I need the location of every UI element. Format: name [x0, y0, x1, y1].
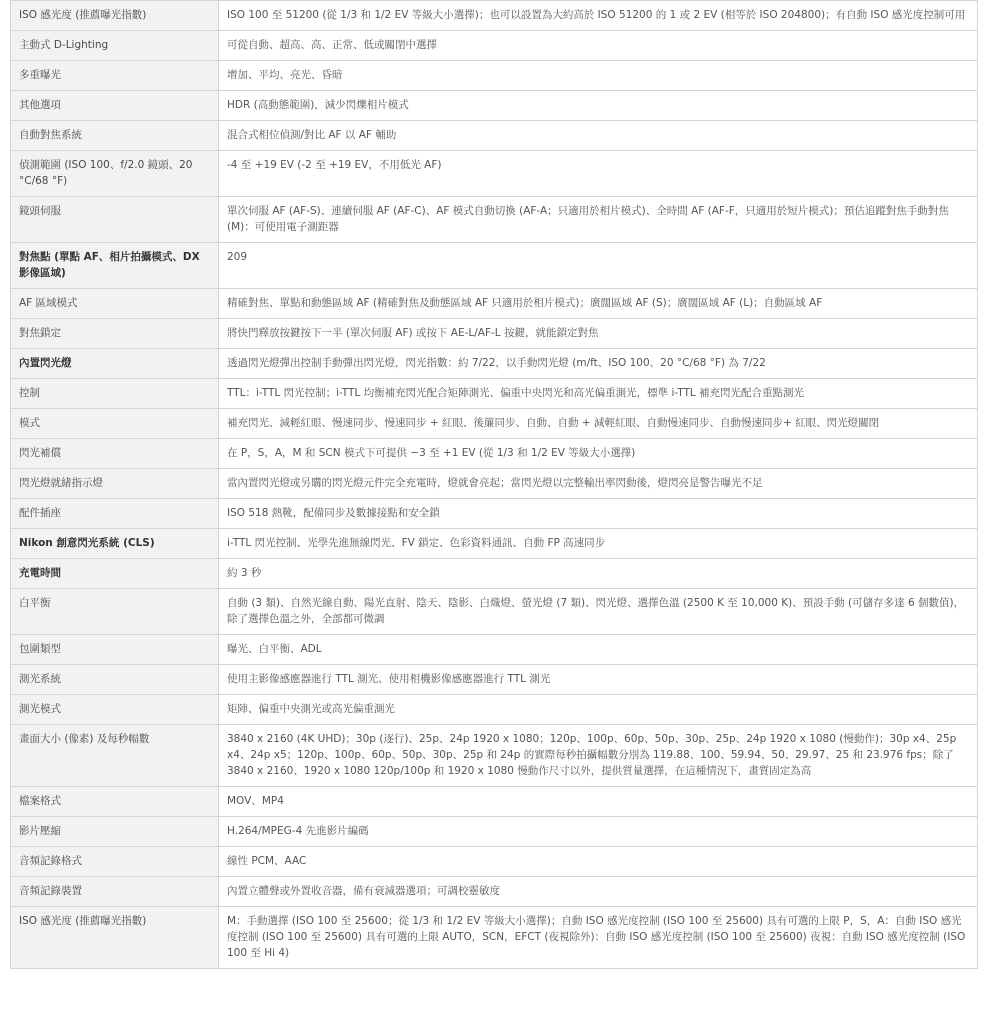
spec-value: 補充閃光、減輕紅眼、慢速同步、慢速同步 + 紅眼、後簾同步、自動、自動 + 減輕紅眼、自動慢速同步、自動慢速同步+ 紅眼、閃光燈關閉	[219, 409, 978, 439]
spec-row-flash-mode	[11, 409, 978, 439]
spec-row-multiple-exposure	[11, 61, 978, 91]
spec-label: 內置閃光燈	[11, 349, 219, 379]
spec-row-detection-range	[11, 151, 978, 197]
spec-label: 多重曝光	[11, 61, 219, 91]
spec-label: AF 區域模式	[11, 289, 219, 319]
spec-row-built-in-flash	[11, 349, 978, 379]
spec-label: Nikon 創意閃光系統 (CLS)	[11, 529, 219, 559]
spec-label: 偵測範圍 (ISO 100、f/2.0 鏡頭、20 °C/68 °F)	[11, 151, 219, 197]
spec-row-file-format	[11, 787, 978, 817]
spec-value: TTL：i-TTL 閃光控制；i-TTL 均衡補充閃光配合矩陣測光、偏重中央閃光和高光偏重測光，標準 i-TTL 補充閃光配合重點測光	[219, 379, 978, 409]
spec-value: ISO 518 熱靴，配備同步及數據接點和安全鎖	[219, 499, 978, 529]
spec-value: ISO 100 至 51200 (從 1/3 和 1/2 EV 等級大小選擇)；也可以設置為大約高於 ISO 51200 的 1 或 2 EV (相等於 ISO 204800)；有自動 ISO 感光度控制可用	[219, 1, 978, 31]
spec-row-af-area-mode	[11, 289, 978, 319]
spec-value: 可從自動、超高、高、正常、低或關閉中選擇	[219, 31, 978, 61]
spec-value: 增加、平均、亮光、昏暗	[219, 61, 978, 91]
spec-row-flash-compensation	[11, 439, 978, 469]
spec-label: 其他選項	[11, 91, 219, 121]
spec-row-other-options	[11, 91, 978, 121]
spec-value: 精確對焦、單點和動態區域 AF (精確對焦及動態區域 AF 只適用於相片模式)；廣闊區域 AF (S)；廣闊區域 AF (L)；自動區域 AF	[219, 289, 978, 319]
spec-label: 測光模式	[11, 695, 219, 725]
spec-label: 測光系統	[11, 665, 219, 695]
spec-row-frame-size	[11, 725, 978, 787]
spec-row-focus-lock	[11, 319, 978, 349]
spec-table-body	[11, 1, 978, 969]
spec-label: 包圍類型	[11, 635, 219, 665]
spec-label: 配件插座	[11, 499, 219, 529]
spec-row-cls	[11, 529, 978, 559]
spec-label: 音頻記錄格式	[11, 847, 219, 877]
spec-value: 混合式相位偵測/對比 AF 以 AF 輔助	[219, 121, 978, 151]
spec-label: ISO 感光度 (推薦曝光指數)	[11, 907, 219, 969]
spec-label: 充電時間	[11, 559, 219, 589]
spec-row-white-balance	[11, 589, 978, 635]
spec-value: 矩陣、偏重中央測光或高光偏重測光	[219, 695, 978, 725]
spec-value: 3840 x 2160 (4K UHD)；30p (逐行)、25p、24p 1920 x 1080；120p、100p、60p、50p、30p、25p、24p 1920 x 1080 (慢動作)；30p x4、25p x4、24p x5；120p、100p、60p、50p、30p、25p 和 24p 的實際每秒拍攝幅數分別為 119.88、100、59.94、50、29.97、25 和 23.976 fps；除了 3840 x 2160、1920 x 1080 120p/100p 和 1920 x 1080 慢動作尺寸以外，提供質量選擇，在這種情況下，畫質固定為高	[219, 725, 978, 787]
spec-label: 對焦鎖定	[11, 319, 219, 349]
spec-value: M：手動選擇 (ISO 100 至 25600；從 1/3 和 1/2 EV 等級大小選擇)；自動 ISO 感光度控制 (ISO 100 至 25600) 具有可選的上限 P，S，A：自動 ISO 感光度控制 (ISO 100 至 25600) 具有可選的上限 AUTO，SCN，EFCT (夜視除外)：自動 ISO 感光度控制 (ISO 100 至 25600) 夜視：自動 ISO 感光度控制 (ISO 100 至 Hi 4)	[219, 907, 978, 969]
spec-value: -4 至 +19 EV (-2 至 +19 EV，不用低光 AF)	[219, 151, 978, 197]
spec-value: 透過閃光燈彈出控制手動彈出閃光燈，閃光指數：約 7/22，以手動閃光燈 (m/ft、ISO 100、20 °C/68 °F) 為 7/22	[219, 349, 978, 379]
spec-value: 209	[219, 243, 978, 289]
spec-value: 曝光、白平衡、ADL	[219, 635, 978, 665]
spec-value: H.264/MPEG-4 先進影片編碼	[219, 817, 978, 847]
spec-row-iso	[11, 1, 978, 31]
spec-label: 模式	[11, 409, 219, 439]
spec-label: 鏡頭伺服	[11, 197, 219, 243]
spec-value: 在 P，S，A，M 和 SCN 模式下可提供 −3 至 +1 EV (從 1/3 和 1/2 EV 等級大小選擇)	[219, 439, 978, 469]
spec-label: 控制	[11, 379, 219, 409]
spec-row-metering-mode	[11, 695, 978, 725]
spec-row-iso-movie	[11, 907, 978, 969]
spec-row-bracketing-types	[11, 635, 978, 665]
spec-value: 當內置閃光燈或另購的閃光燈元件完全充電時，燈就會亮起；當閃光燈以完整輸出率閃動後，燈閃亮是警告曝光不足	[219, 469, 978, 499]
spec-label: 主動式 D-Lighting	[11, 31, 219, 61]
spec-value: 自動 (3 類)、自然光線自動、陽光直射、陰天、陰影、白熾燈、螢光燈 (7 類)、閃光燈、選擇色溫 (2500 K 至 10,000 K)、預設手動 (可儲存多達 6 個數值)，除了選擇色溫之外，全部都可微調	[219, 589, 978, 635]
spec-value: 單次伺服 AF (AF-S)、連續伺服 AF (AF-C)、AF 模式自動切換 (AF-A；只適用於相片模式)、全時間 AF (AF-F，只適用於短片模式)；預估追蹤對焦手動對焦 (M)：可使用電子測距器	[219, 197, 978, 243]
spec-row-active-d-lighting	[11, 31, 978, 61]
spec-row-flash-ready-indicator	[11, 469, 978, 499]
spec-table	[10, 0, 978, 969]
spec-label: 畫面大小 (像素) 及每秒幅數	[11, 725, 219, 787]
spec-row-audio-format	[11, 847, 978, 877]
spec-table-container	[10, 0, 978, 969]
spec-row-flash-control	[11, 379, 978, 409]
spec-row-lens-servo	[11, 197, 978, 243]
spec-label: 對焦點 (單點 AF、相片拍攝模式、DX 影像區域)	[11, 243, 219, 289]
spec-label: 閃光燈就緒指示燈	[11, 469, 219, 499]
spec-value: 使用主影像感應器進行 TTL 測光、使用相機影像感應器進行 TTL 測光	[219, 665, 978, 695]
spec-label: 自動對焦系統	[11, 121, 219, 151]
spec-row-metering-system	[11, 665, 978, 695]
spec-label: 閃光補償	[11, 439, 219, 469]
spec-row-focus-points	[11, 243, 978, 289]
spec-value: MOV、MP4	[219, 787, 978, 817]
spec-label: 檔案格式	[11, 787, 219, 817]
spec-value: i-TTL 閃光控制、光學先進無線閃光、FV 鎖定、色彩資料通訊、自動 FP 高速同步	[219, 529, 978, 559]
spec-value: HDR (高動態範圍)，減少閃爍相片模式	[219, 91, 978, 121]
spec-label: 白平衡	[11, 589, 219, 635]
spec-row-audio-device	[11, 877, 978, 907]
spec-value: 線性 PCM、AAC	[219, 847, 978, 877]
spec-value: 將快門釋放按鍵按下一半 (單次伺服 AF) 或按下 AE-L/AF-L 按鍵，就能鎖定對焦	[219, 319, 978, 349]
spec-value: 約 3 秒	[219, 559, 978, 589]
spec-label: 影片壓縮	[11, 817, 219, 847]
spec-row-recharge-time	[11, 559, 978, 589]
spec-value: 內置立體聲或外置收音器，備有衰減器選項；可調校靈敏度	[219, 877, 978, 907]
spec-label: ISO 感光度 (推薦曝光指數)	[11, 1, 219, 31]
spec-row-video-compression	[11, 817, 978, 847]
spec-label: 音頻記錄裝置	[11, 877, 219, 907]
spec-row-af-system	[11, 121, 978, 151]
spec-row-accessory-shoe	[11, 499, 978, 529]
